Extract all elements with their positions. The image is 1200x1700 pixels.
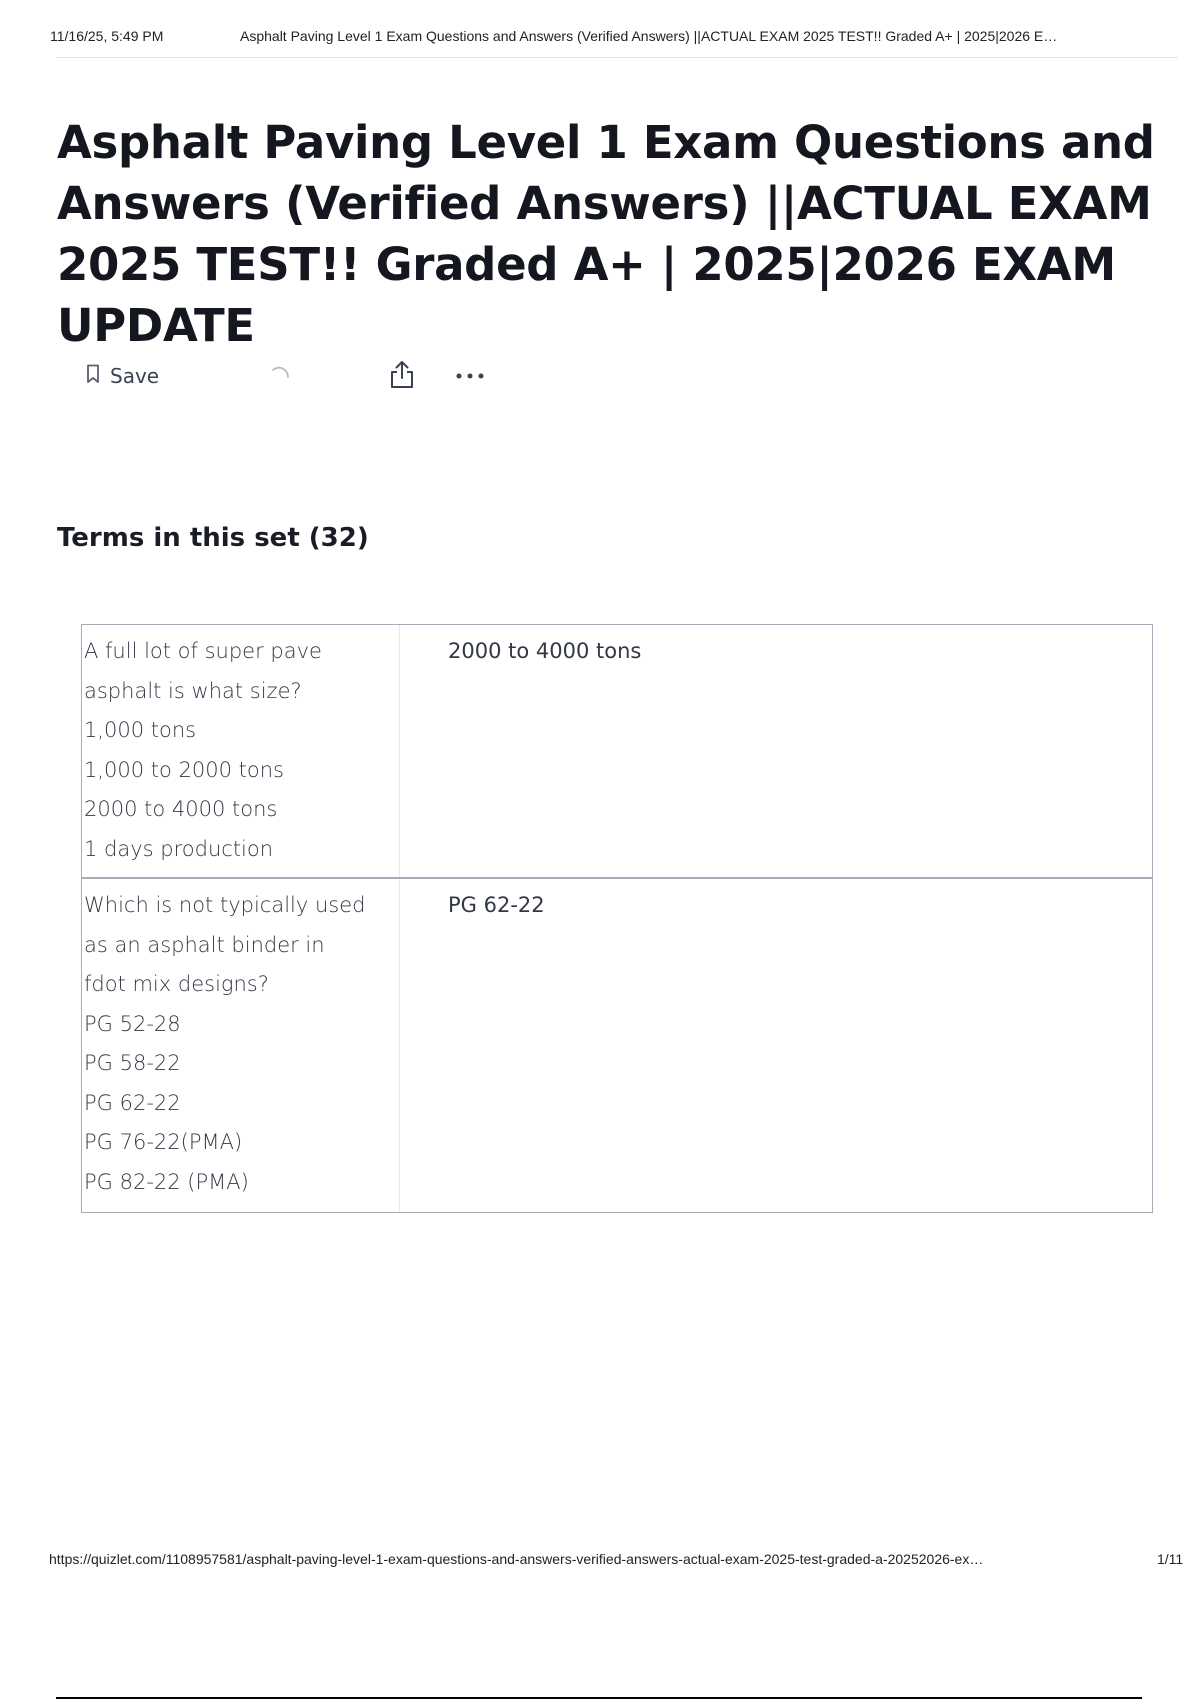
header-divider [56,57,1178,58]
share-button[interactable] [389,359,415,394]
term-line: PG 76-22(PMA) [84,1130,243,1154]
term-line: as an asphalt binder in [84,932,325,957]
save-label: Save [110,364,160,388]
page-number: 1/11 [1157,1551,1184,1567]
term-line: PG 62-22 [84,1090,181,1115]
bottom-divider [56,1697,1142,1699]
page-title: Asphalt Paving Level 1 Exam Questions and Answers (Verified Answers) ||ACTUAL EXAM 2025 TEST!! Graded A+ | 2025|2026 EXAM UPDATE [57,116,1155,352]
definition-text: PG 62-22 [448,893,545,917]
term-row [82,625,1152,877]
term-text [82,879,400,1212]
bookmark-icon [86,364,100,389]
set-toolbar [86,358,485,394]
term-line: Which is not typically used [84,893,366,917]
print-date: 11/16/25, 5:49 PM [50,28,164,44]
term-line: PG 52-28 [84,1011,181,1036]
save-button[interactable] [86,364,159,389]
term-text [82,625,400,877]
term-line: 2000 to 4000 tons [84,797,278,821]
print-doc-title: Asphalt Paving Level 1 Exam Questions and Answers (Verified Answers) ||ACTUAL EXAM 2025 TEST!! Graded A+ | 2025|2026 E… [240,28,1058,44]
term-line: 1,000 to 2000 tons [84,757,285,782]
print-header [50,28,1184,44]
share-icon [389,359,415,389]
term-line: PG 58-22 [84,1051,181,1075]
term-row [82,877,1152,1212]
terms-heading: Terms in this set (32) [57,523,369,553]
term-line: PG 82-22 (PMA) [84,1169,249,1194]
term-line: A full lot of super pave [84,639,322,663]
terms-table [81,624,1153,1213]
term-line: fdot mix designs? [84,972,269,996]
term-line: 1 days production [84,836,274,861]
loading-spinner-icon [269,365,291,387]
term-line: asphalt is what size? [84,678,302,703]
more-options-button[interactable] [455,367,485,385]
more-icon [455,372,485,380]
term-line: 1,000 tons [84,718,197,742]
print-url: https://quizlet.com/1108957581/asphalt-paving-level-1-exam-questions-and-answers-verified-answers-actual-exam-2025-test-graded-a-20252026-ex… [49,1551,984,1567]
definition-text: 2000 to 4000 tons [448,639,642,663]
print-footer [49,1551,1190,1567]
